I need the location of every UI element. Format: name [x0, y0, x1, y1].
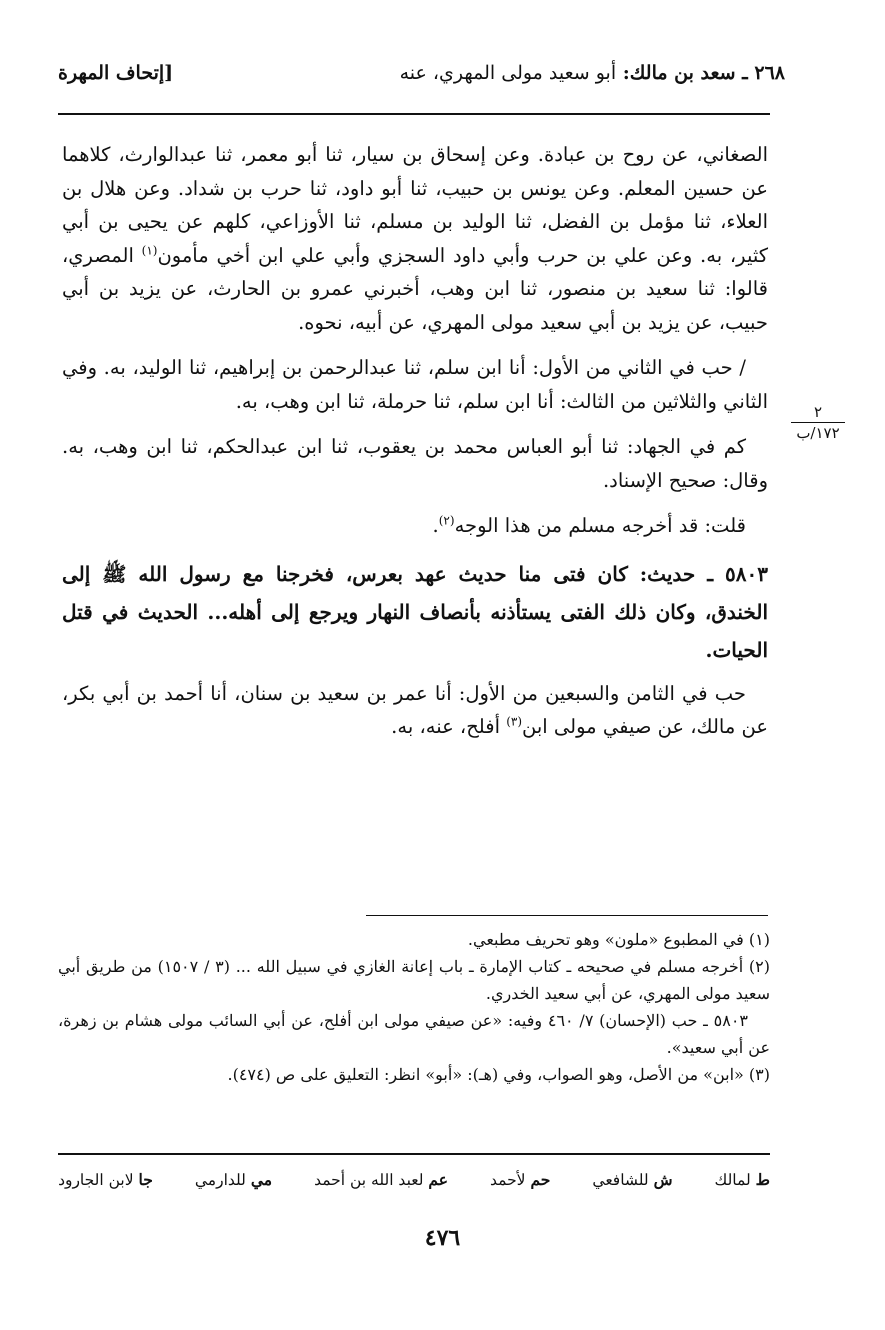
paragraph-ibn-hibban: / حب في الثاني من الأول: أنا ابن سلم، ثنا عبدالرحمن بن إبراهيم، ثنا الوليد، به. وفي الثاني والثلاثين من الثالث: أنا ابن سلم، ثنا حرملة، ثنا ابن وهب، به.: [62, 356, 768, 413]
margin-ref-bottom: ١٧٢/ب: [796, 424, 840, 442]
narrator-subtitle: أبو سعيد مولى المهري، عنه: [399, 62, 617, 84]
abbrev-item: [58, 1170, 153, 1189]
abbrev-item: [195, 1170, 272, 1189]
footnote-marker-1: (١): [141, 243, 158, 257]
paragraph-isnad-1: [62, 138, 768, 339]
footnote-hadith-5803: ٥٨٠٣ ـ حب (الإحسان) ٧/ ٤٦٠ وفيه: «عن صيفي مولى ابن أفلح، عن أبي السائب مولى هشام بن زهرة، عن أبي سعيد».: [58, 1011, 770, 1057]
book-title: [إتحاف المهرة: [58, 62, 174, 84]
text-run: قلت: قد أخرجه مسلم من هذا الوجه: [454, 514, 746, 537]
narrator-name: ٢٦٨ ـ سعد بن مالك:: [622, 62, 785, 84]
abbrev-code: ط: [755, 1170, 770, 1189]
hadith-heading: ٥٨٠٣ ـ حديث: كان فتى منا حديث عهد بعرس، فخرجنا مع رسول الله ﷺ إلى الخندق، وكان ذلك الفتى يستأذنه بأنصاف النهار ويرجع إلى أهله... الحديث في قتل الحيات.: [62, 561, 768, 662]
text-run: المصري، قالوا: ثنا سعيد بن منصور، ثنا ابن وهب، أخبرني عمرو بن الحارث، عن يزيد بن أبي حبيب، عن يزيد بن أبي سعيد مولى المهري، عن أبيه، نحوه.: [62, 243, 768, 334]
footnote-1: (١) في المطبوع «ملون» وهو تحريف مطبعي.: [467, 930, 770, 949]
footnote-rule: [366, 915, 768, 916]
footnote-2: (٢) أخرجه مسلم في صحيحه ـ كتاب الإمارة ـ باب إعانة الغازي في سبيل الله ... (٣ / ١٥٠٧) من طريق أبي سعيد مولى المهري، عن أبي سعيد الخدري.: [58, 957, 771, 1003]
abbrev-meaning: لمالك: [714, 1171, 751, 1189]
text-run: حب في الثامن والسبعين من الأول: أنا عمر بن سعيد بن سنان، أنا أحمد بن أبي بكر، عن مالك، عن صيفي مولى ابن: [62, 681, 768, 738]
running-header: [58, 62, 785, 96]
abbrev-item: [715, 1170, 770, 1189]
abbrev-code: جا: [138, 1170, 153, 1189]
main-text: [62, 138, 768, 756]
abbrev-item: [314, 1170, 448, 1189]
footnote-marker-2: (٢): [438, 513, 455, 528]
footnote-3: (٣) «ابن» من الأصل، وهو الصواب، وفي (هـ): «أبو» انظر: التعليق على ص (٤٧٤).: [227, 1065, 770, 1084]
paragraph-comment: [62, 509, 768, 543]
abbrev-item: [592, 1170, 672, 1189]
text-run: أفلح، عنه، به.: [391, 715, 507, 738]
abbrev-meaning: للشافعي: [592, 1171, 649, 1189]
paragraph-hakim: كم في الجهاد: ثنا أبو العباس محمد بن يعقوب، ثنا ابن عبدالحكم، ثنا ابن وهب، به. وقال: صحيح الإسناد.: [62, 435, 768, 492]
header-title: [400, 62, 785, 84]
text-run: .: [432, 514, 439, 537]
abbrev-code: ش: [653, 1170, 673, 1189]
abbrev-meaning: لأحمد: [490, 1171, 526, 1189]
abbrev-code: عم: [428, 1170, 448, 1189]
abbrev-rule: [58, 1153, 770, 1155]
abbrev-code: مي: [250, 1170, 273, 1189]
footnote-marker-3: (٣): [506, 714, 523, 729]
footnotes: [58, 926, 770, 1088]
abbrev-meaning: لعبد الله بن أحمد: [314, 1171, 424, 1189]
paragraph-ibn-hibban-2: [62, 677, 768, 744]
abbrev-item: [490, 1170, 550, 1189]
margin-manuscript-ref: [783, 404, 853, 442]
page-number: ٤٧٦: [424, 1225, 461, 1251]
abbrev-meaning: لابن الجارود: [58, 1171, 134, 1189]
text-run: الصغاني، عن روح بن عبادة. وعن إسحاق بن سيار، ثنا أبو معمر، ثنا عبدالوارث، كلاهما عن حسين المعلم. وعن يونس بن حبيب، ثنا أبو داود، ثنا حرب بن شداد. وعن هلال بن العلاء، ثنا مؤمل بن الفضل، ثنا الوليد بن مسلم، ثنا الأوزاعي، كلهم عن يحيى بن أبي كثير، به. وعن علي بن حرب وأبي داود السجزي وأبي علي ابن أخي مأمون: [62, 143, 768, 267]
abbrev-code: حم: [530, 1170, 551, 1189]
header-rule: [58, 113, 770, 115]
abbrev-meaning: للدارمي: [194, 1171, 246, 1189]
margin-ref-top: ٢: [791, 404, 845, 423]
abbreviation-key: [58, 1170, 770, 1189]
